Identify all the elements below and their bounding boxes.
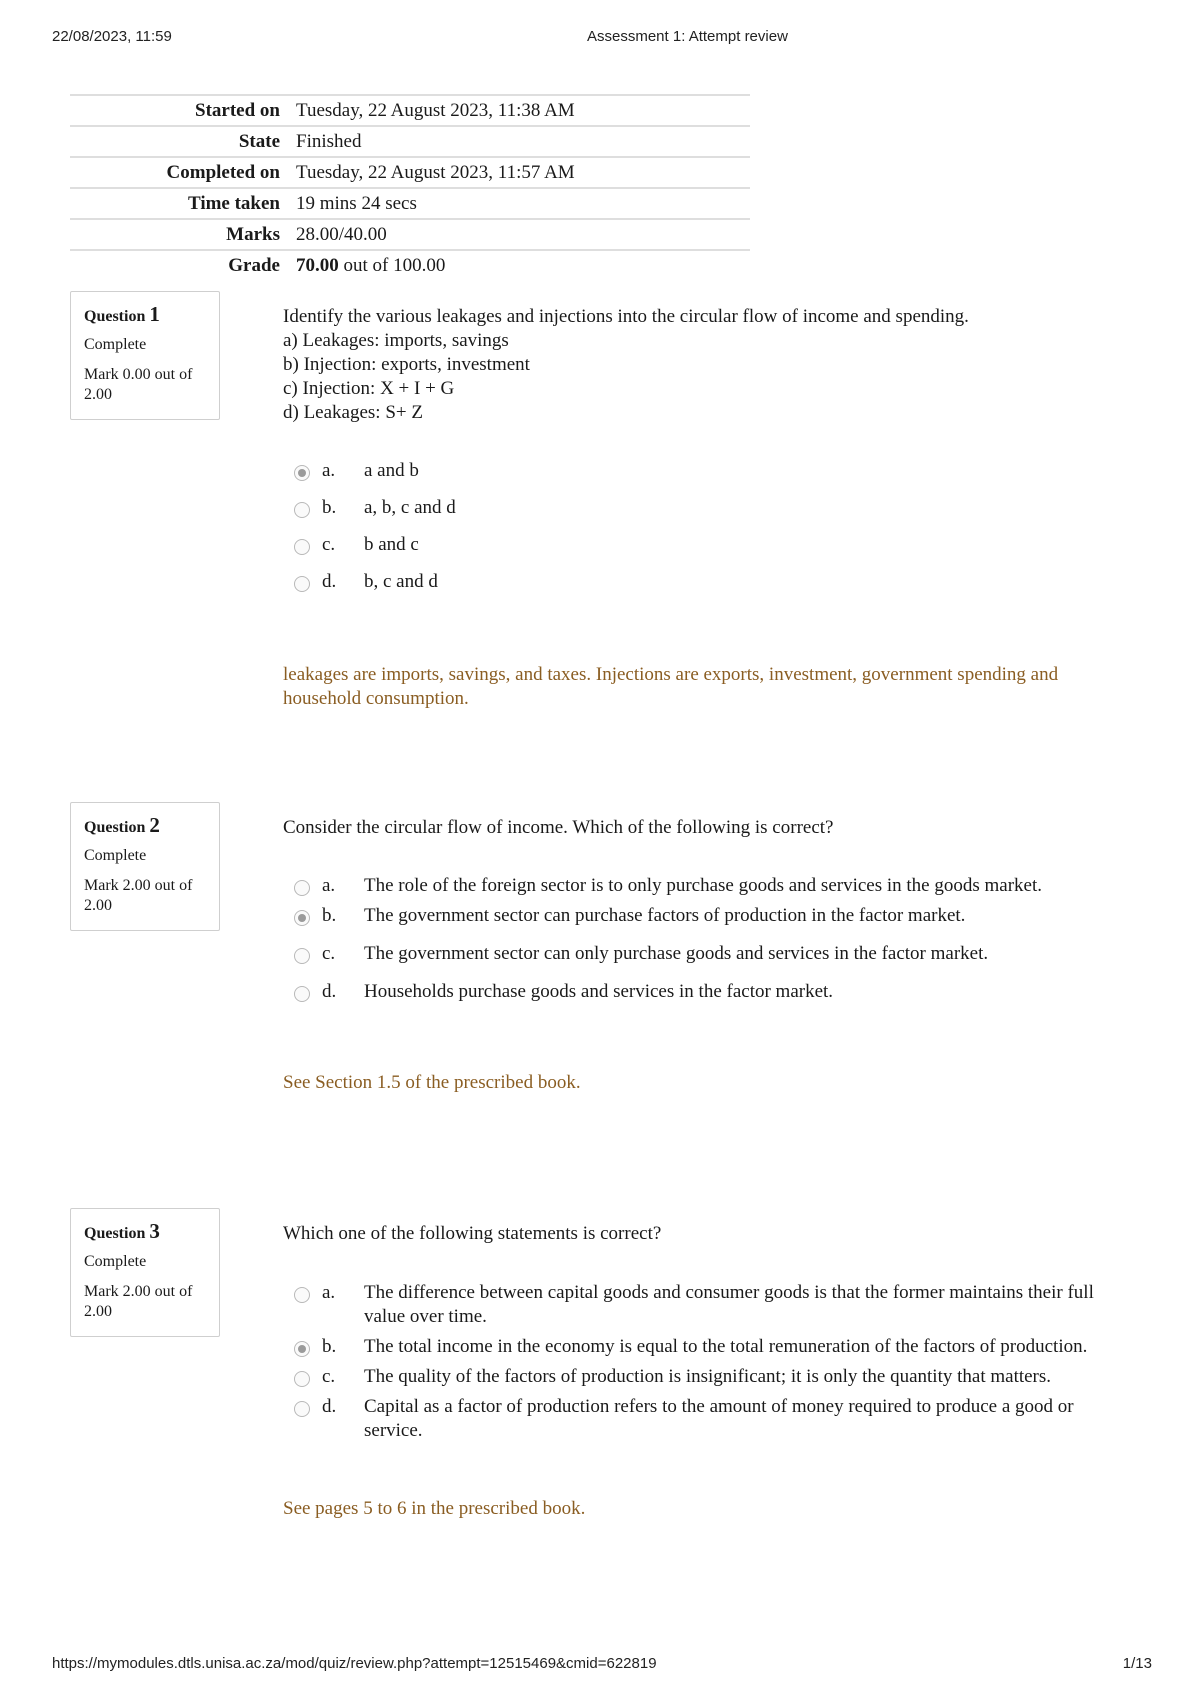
answer-letter: c. [322,534,336,555]
answer-option-a[interactable] [283,1281,1133,1329]
answer-text: The role of the foreign sector is to only purchase goods and services in the goods market. [364,875,1043,896]
answer-text: b, c and d [364,571,438,592]
question-content [283,305,1133,711]
print-page-number: 1/13 [1122,1655,1152,1672]
answer-option-a[interactable] [283,874,1133,898]
summary-value [294,250,750,280]
radio-selected-icon[interactable] [294,1341,310,1357]
question-number [84,304,219,327]
answer-text: Households purchase goods and services in the factor market. [364,981,834,1002]
summary-value: 19 mins 24 secs [296,192,417,214]
question-info-box [70,802,220,931]
summary-label: Marks [226,223,280,245]
answer-text: The government sector can purchase factors of production in the factor market. [364,905,966,926]
summary-value: Tuesday, 22 August 2023, 11:57 AM [296,161,575,183]
summary-row-time-taken [70,188,750,219]
question-number [84,1221,219,1244]
answer-options [283,1281,1133,1443]
summary-label: Grade [228,254,280,276]
radio-selected-icon[interactable] [294,465,310,481]
question-content [283,1222,1133,1521]
answer-option-b[interactable] [283,904,1133,928]
radio-icon[interactable] [294,880,310,896]
question-feedback: See pages 5 to 6 in the prescribed book. [283,1498,586,1519]
answer-option-b[interactable] [283,496,1133,520]
answer-letter: d. [322,981,337,1002]
question-label: Question [84,819,150,836]
print-header [52,28,1140,48]
question-info-box [70,291,220,420]
answer-letter: c. [322,943,336,964]
question-mark: Mark 2.00 out of 2.00 [84,1283,193,1320]
question-feedback: leakages are imports, savings, and taxes. Injections are exports, investment, government spending and household consumption. [283,664,1059,709]
answer-text: b and c [364,534,419,555]
question-num: 2 [149,813,160,837]
summary-row-marks [70,219,750,250]
answer-letter: c. [322,1366,336,1387]
question-state: Complete [84,336,147,353]
summary-row-completed-on [70,157,750,188]
question-state: Complete [84,847,147,864]
answer-text: The government sector can only purchase goods and services in the factor market. [364,943,989,964]
question-text-line: Consider the circular flow of income. Which of the following is correct? [283,817,834,838]
answer-letter: a. [322,875,336,896]
question-mark: Mark 0.00 out of 2.00 [84,366,193,403]
question-label: Question [84,1225,150,1242]
question-text-line: c) Injection: X + I + G [283,378,455,399]
answer-options [283,459,1133,594]
radio-icon[interactable] [294,1401,310,1417]
radio-icon[interactable] [294,1287,310,1303]
question-num: 1 [149,302,160,326]
question-feedback: See Section 1.5 of the prescribed book. [283,1072,581,1093]
radio-icon[interactable] [294,502,310,518]
question-label: Question [84,308,150,325]
question-text [283,1222,1133,1246]
radio-selected-icon[interactable] [294,910,310,926]
summary-label: Completed on [166,161,280,183]
summary-row-state [70,126,750,157]
question-content [283,816,1133,1095]
summary-label: Time taken [187,192,280,214]
answer-letter: b. [322,497,337,518]
question-text-line: a) Leakages: imports, savings [283,330,509,351]
print-datetime: 22/08/2023, 11:59 [52,28,172,45]
radio-icon[interactable] [294,948,310,964]
question-info-box [70,1208,220,1337]
radio-icon[interactable] [294,539,310,555]
print-url: https://mymodules.dtls.unisa.ac.za/mod/quiz/review.php?attempt=12515469&cmid=622819 [52,1655,657,1672]
answer-option-c[interactable] [283,1365,1133,1389]
question-text-line: Which one of the following statements is correct? [283,1223,662,1244]
answer-text: The total income in the economy is equal to the total remuneration of the factors of production. [364,1336,1088,1357]
question-text-line: Identify the various leakages and injections into the circular flow of income and spending. [283,306,969,327]
question-text [283,816,1133,840]
answer-option-b[interactable] [283,1335,1133,1359]
summary-label: Started on [195,99,280,121]
answer-options [283,874,1133,1004]
question-text [283,305,1133,425]
grade-score: 70.00 [296,254,339,276]
answer-letter: d. [322,571,337,592]
answer-option-c[interactable] [283,533,1133,557]
answer-text: a and b [364,460,419,481]
question-number [84,815,219,838]
answer-option-a[interactable] [283,459,1133,483]
question-mark: Mark 2.00 out of 2.00 [84,877,193,914]
print-page-title: Assessment 1: Attempt review [587,28,788,45]
answer-option-d[interactable] [283,980,1133,1004]
question-text-line: b) Injection: exports, investment [283,354,530,375]
radio-icon[interactable] [294,986,310,1002]
answer-option-d[interactable] [283,570,1133,594]
answer-letter: b. [322,905,337,926]
grade-suffix: out of 100.00 [338,254,446,276]
summary-label: State [238,130,280,152]
summary-value: Finished [296,130,362,152]
answer-letter: a. [322,460,336,481]
summary-row-started-on [70,95,750,126]
print-footer [52,1655,1152,1675]
question-state: Complete [84,1253,147,1270]
answer-text: The difference between capital goods and consumer goods is that the former maintains their full value over time. [364,1282,1094,1327]
radio-icon[interactable] [294,1371,310,1387]
question-text-line: d) Leakages: S+ Z [283,402,423,423]
summary-row-grade [70,250,750,280]
summary-value: Tuesday, 22 August 2023, 11:38 AM [296,99,575,121]
answer-letter: d. [322,1396,337,1417]
answer-text: Capital as a factor of production refers to the amount of money required to produce a good or service. [364,1396,1074,1441]
summary-value: 28.00/40.00 [296,223,387,245]
answer-option-c[interactable] [283,942,1133,966]
attempt-summary-table [70,94,750,280]
radio-icon[interactable] [294,576,310,592]
answer-letter: b. [322,1336,337,1357]
answer-option-d[interactable] [283,1395,1133,1443]
question-num: 3 [149,1219,160,1243]
answer-letter: a. [322,1282,336,1303]
answer-text: The quality of the factors of production is insignificant; it is only the quantity that matters. [364,1366,1052,1387]
answer-text: a, b, c and d [364,497,456,518]
